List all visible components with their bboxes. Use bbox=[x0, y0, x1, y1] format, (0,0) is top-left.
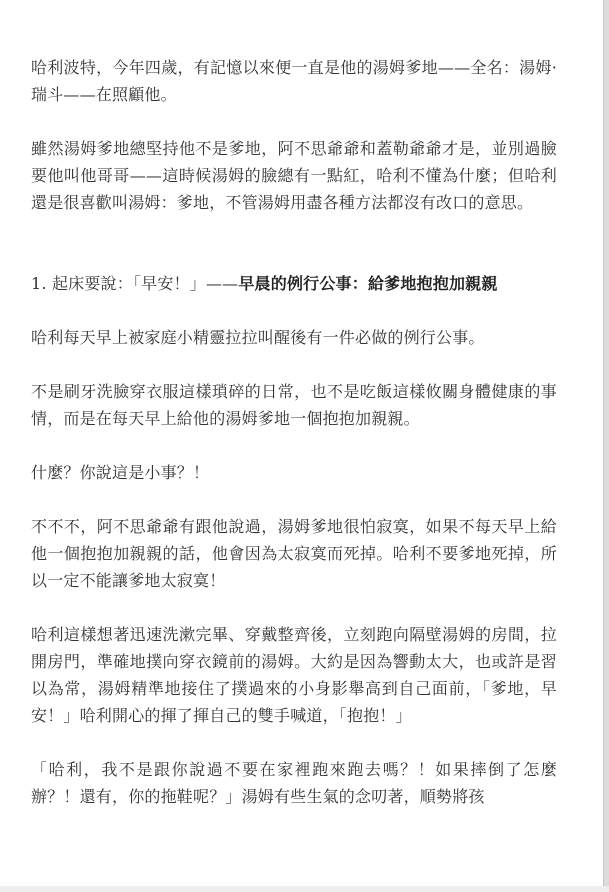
intro-paragraph-2: 雖然湯姆爹地總堅持他不是爹地，阿不思爺爺和蓋勒爺爺才是，並別過臉要他叫他哥哥——這時候湯姆的臉總有一點紅，哈利不懂為什麼；但哈利還是很喜歡叫湯姆：爹地，不管湯姆用盡各種方法都沒有改口的意思。 bbox=[31, 139, 557, 212]
body-paragraph-5: 哈利這樣想著迅速洗漱完畢、穿戴整齊後，立刻跑向隔壁湯姆的房間，拉開房門，準確地撲向穿衣鏡前的湯姆。大約是因為響動太大，也或許是習以為常，湯姆精準地接住了撲過來的小身影舉高到自己面前，「爹地，早安！」哈利開心的揮了揮自己的雙手喊道，「抱抱！」 bbox=[31, 625, 557, 725]
page-bottom-edge bbox=[0, 886, 609, 892]
page-right-edge bbox=[603, 0, 609, 892]
body-paragraph-3: 什麼？你說這是小事？！ bbox=[31, 463, 210, 482]
chapter-heading-title: 早晨的例行公事：給爹地抱抱加親親 bbox=[238, 274, 498, 293]
body-paragraph-2: 不是刷牙洗臉穿衣服這樣瑣碎的日常，也不是吃飯這樣攸關身體健康的事情，而是在每天早上給他的湯姆爹地一個抱抱加親親。 bbox=[31, 382, 557, 428]
chapter-heading bbox=[31, 270, 557, 297]
body-paragraph-1: 哈利每天早上被家庭小精靈拉拉叫醒後有一件必做的例行公事。 bbox=[31, 328, 485, 347]
intro-paragraph-1: 哈利波特，今年四歲，有記憶以來便一直是他的湯姆爹地——全名：湯姆·瑞斗——在照顧他。 bbox=[31, 58, 557, 104]
body-paragraph-4: 不不不，阿不思爺爺有跟他說過，湯姆爹地很怕寂寞，如果不每天早上給他一個抱抱加親親的話，他會因為太寂寞而死掉。哈利不要爹地死掉，所以一定不能讓爹地太寂寞！ bbox=[31, 517, 557, 590]
story-text bbox=[31, 54, 557, 837]
chapter-heading-prefix: 1. 起床要說：「早安！」—— bbox=[31, 274, 239, 293]
body-paragraph-6: 「哈利，我不是跟你說過不要在家裡跑來跑去嗎？！如果摔倒了怎麼辦？！還有，你的拖鞋呢？」湯姆有些生氣的念叨著，順勢將孩 bbox=[31, 760, 557, 806]
